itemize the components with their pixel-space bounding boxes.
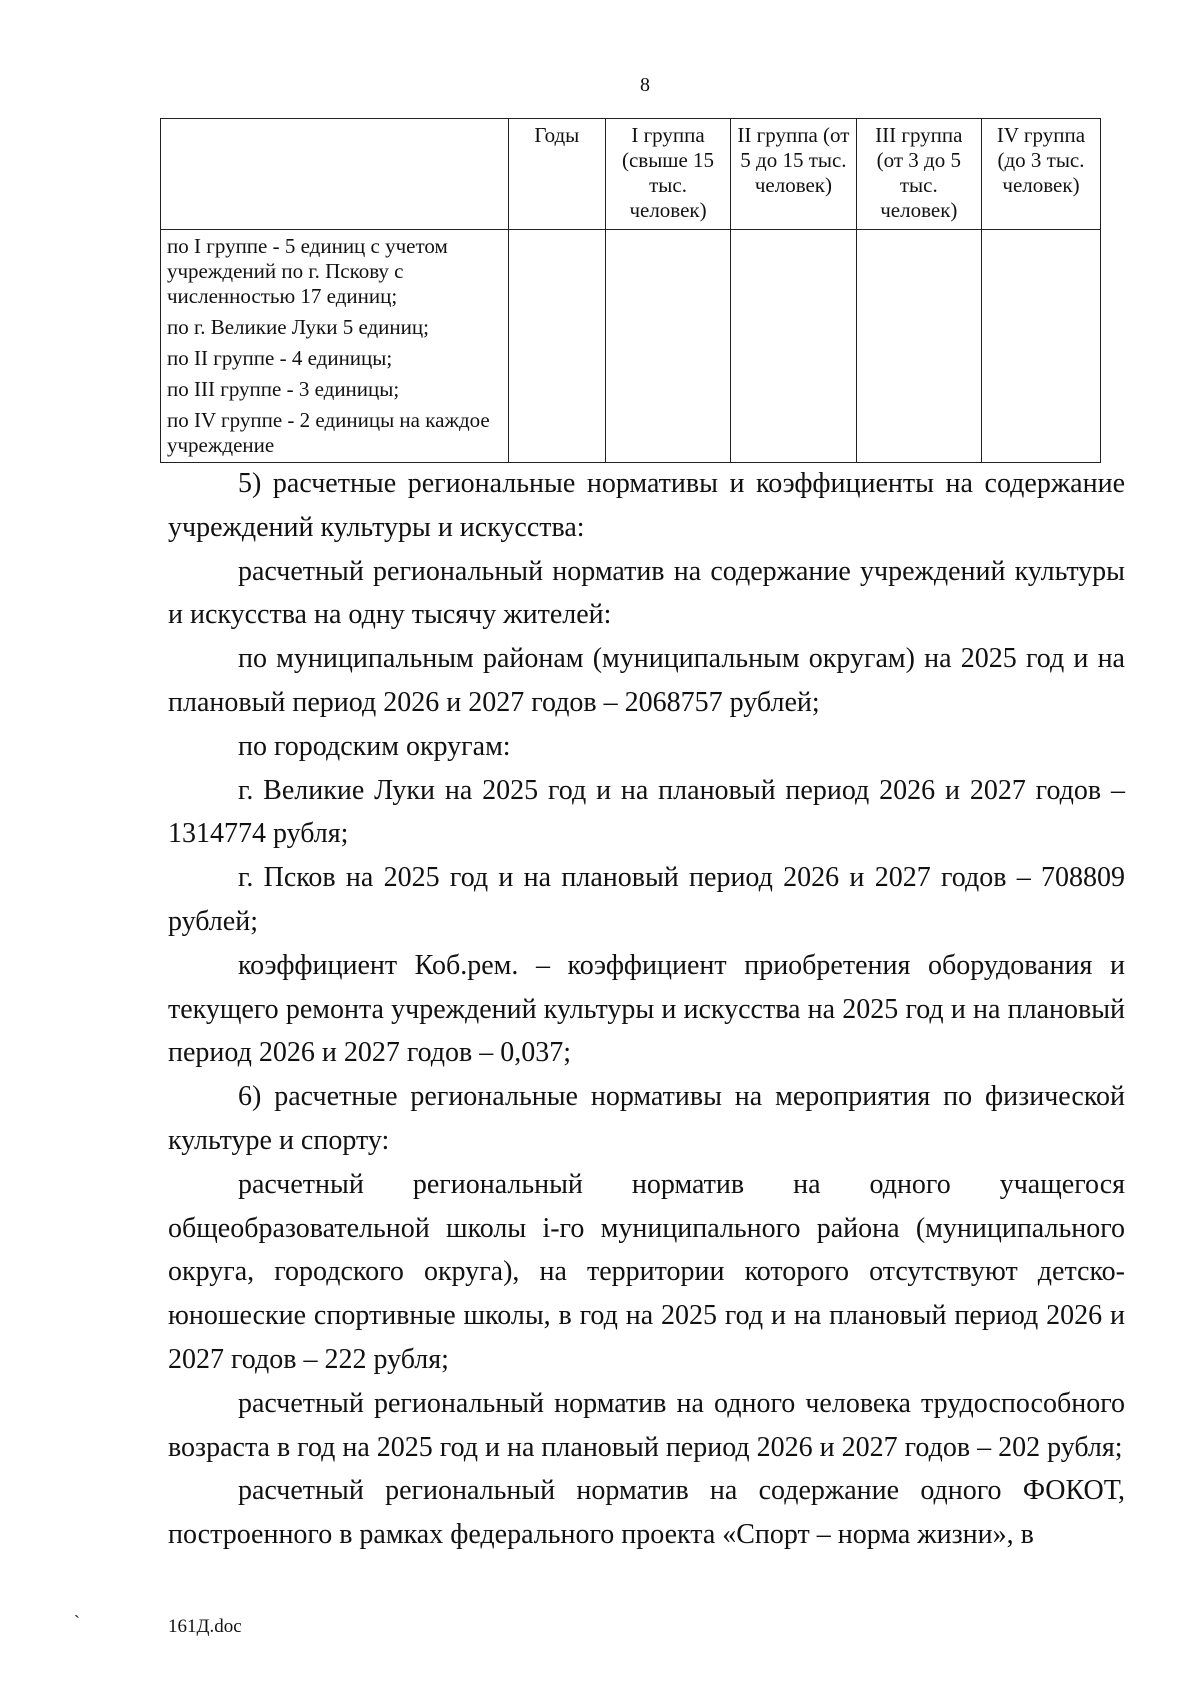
table-cell [605, 230, 730, 463]
margin-mark: ` [74, 1612, 80, 1632]
paragraph: г. Великие Луки на 2025 год и на плановый период 2026 и 2027 годов – 1314774 рубля; [168, 774, 1125, 850]
table-header-cell: III группа (от 3 до 5 тыс. человек) [856, 119, 981, 230]
table-header-cell: Годы [508, 119, 605, 230]
paragraph: расчетный региональный норматив на содержание учреждений культуры и искусства на одну тысячу жителей: [168, 555, 1125, 631]
table-cell [731, 230, 856, 463]
paragraph: г. Псков на 2025 год и на плановый период 2026 и 2027 годов – 708809 рублей; [168, 862, 1125, 937]
table-cell-line: по г. Великие Луки 5 единиц; [167, 315, 429, 339]
paragraph: 5) расчетные региональные нормативы и коэффициенты на содержание учреждений культуры и искусства: [168, 468, 1125, 543]
table-header-cell: I группа (свыше 15 тыс. человек) [605, 119, 730, 230]
footer-filename: 161Д.doc [168, 1616, 242, 1637]
table-cell [856, 230, 981, 463]
paragraph: коэффициент Коб.рем. – коэффициент приобретения оборудования и текущего ремонта учреждений культуры и искусства на 2025 год и на плановый период 2026 и 2027 годов – 0,037; [168, 949, 1125, 1069]
paragraph: расчетный региональный норматив на одного человека трудоспособного возраста в год на 2025 год и на плановый период 2026 и 2027 годов – 202 рубля; [168, 1387, 1125, 1463]
table-cell-category [161, 230, 509, 463]
paragraph: расчетный региональный норматив на содержание одного ФОКОТ, построенного в рамках федерального проекта «Спорт – норма жизни», в [168, 1475, 1125, 1551]
page-number: 8 [640, 74, 650, 96]
table-cell-line: по I группе - 5 единиц с учетом учреждений по г. Пскову с численностью 17 единиц; [167, 234, 448, 308]
table-cell [982, 230, 1101, 463]
table-header-cell: II группа (от 5 до 15 тыс. человек) [731, 119, 856, 230]
table-row [161, 230, 1101, 463]
table-header-row [161, 119, 1101, 230]
table-cell-line: по II группе - 4 единицы; [167, 346, 393, 370]
group-table [160, 118, 1101, 463]
table-cell-line: по III группе - 3 единицы; [167, 377, 400, 401]
table-header-cell: IV группа (до 3 тыс. человек) [982, 119, 1101, 230]
table-cell-line: по IV группе - 2 единицы на каждое учреждение [167, 408, 490, 457]
table-header-cell [161, 119, 509, 230]
paragraph: по городским округам: [238, 730, 511, 762]
paragraph: расчетный региональный норматив на одного учащегося общеобразовательной школы i-го муниципального района (муниципального округа, городского округа), на территории которого отсутствуют детско-юношеские спортивные школы, в год на 2025 год и на плановый период 2026 и 2027 годов – 222 рубля; [168, 1168, 1125, 1375]
table-cell [508, 230, 605, 463]
paragraph: 6) расчетные региональные нормативы на мероприятия по физической культуре и спорту: [168, 1081, 1125, 1156]
document-body [168, 462, 1125, 1557]
paragraph: по муниципальным районам (муниципальным округам) на 2025 год и на плановый период 2026 и 2027 годов – 2068757 рублей; [168, 643, 1125, 718]
